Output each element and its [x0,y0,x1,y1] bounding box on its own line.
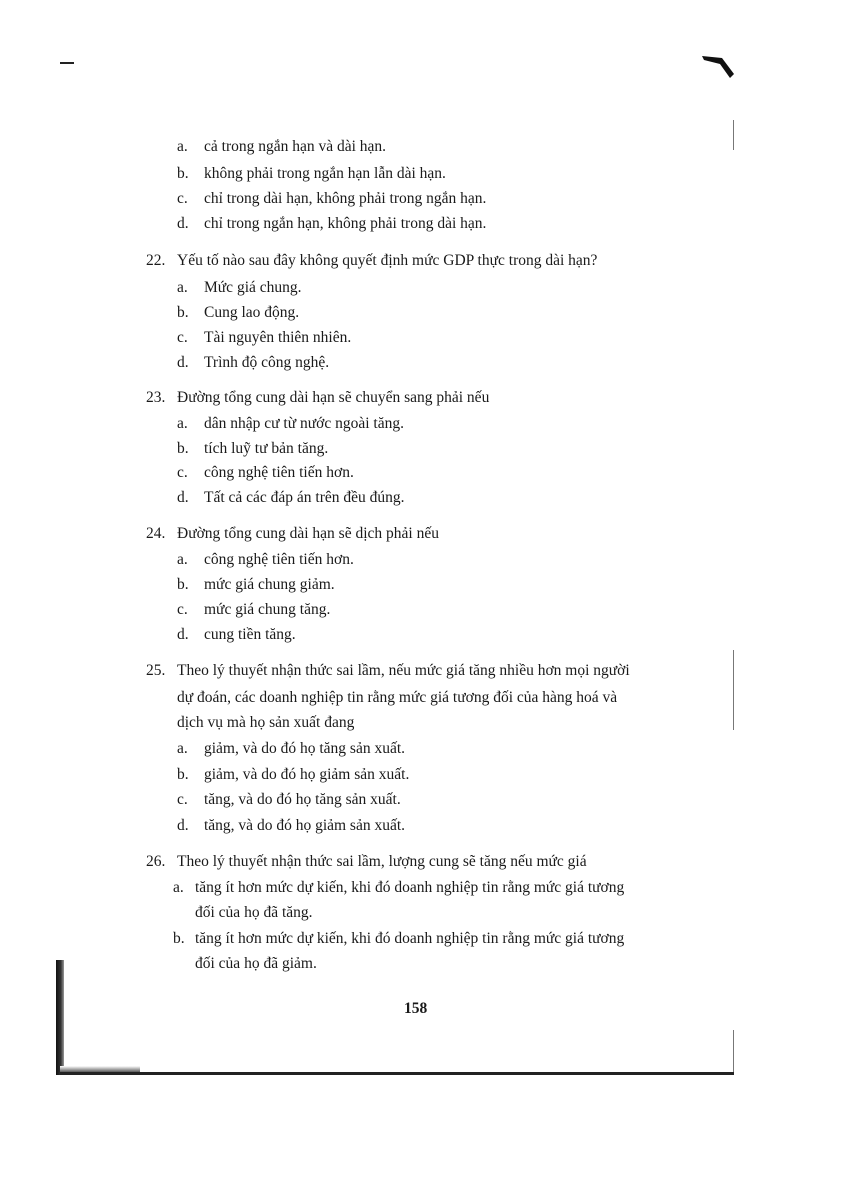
option-letter: d. [177,215,189,232]
option-letter: d. [177,354,189,371]
option-text: mức giá chung tăng. [204,601,331,618]
question-number: 26. [146,853,166,870]
option-text: công nghệ tiên tiến hơn. [204,551,354,568]
question-number: 22. [146,252,166,269]
option-text: tích luỹ tư bản tăng. [204,440,329,457]
option-text: giảm, và do đó họ tăng sản xuất. [204,740,406,757]
option-text: giảm, và do đó họ giảm sản xuất. [204,766,410,783]
page-number: 158 [404,1000,428,1017]
option-text: Trình độ công nghệ. [204,354,330,371]
option-letter: b. [177,576,189,593]
option-letter: b. [177,766,189,783]
option-text: tăng, và do đó họ tăng sản xuất. [204,791,401,808]
option-letter: d. [177,817,189,834]
option-letter: a. [173,879,184,896]
option-text: công nghệ tiên tiến hơn. [204,464,354,481]
option-text: dân nhập cư từ nước ngoài tăng. [204,415,404,432]
option-text: Tài nguyên thiên nhiên. [204,329,352,346]
option-letter: c. [177,601,188,618]
option-letter: a. [177,279,188,296]
option-text: chỉ trong dài hạn, không phải trong ngắn hạn. [204,190,487,207]
question-text: Theo lý thuyết nhận thức sai lầm, nếu mức giá tăng nhiều hơn mọi người [177,662,630,679]
option-text: Mức giá chung. [204,279,302,296]
option-text: tăng, và do đó họ giảm sản xuất. [204,817,406,834]
option-text: mức giá chung giảm. [204,576,335,593]
option-letter: c. [177,791,188,808]
option-text: Cung lao động. [204,304,300,321]
option-letter: a. [177,138,188,155]
option-text: tăng ít hơn mức dự kiến, khi đó doanh nghiệp tin rằng mức giá tương [195,879,625,896]
question-text: Đường tổng cung dài hạn sẽ dịch phải nếu [177,525,439,542]
option-letter: b. [177,440,189,457]
option-letter: c. [177,329,188,346]
option-letter: c. [177,190,188,207]
option-letter: b. [173,930,185,947]
option-text: cả trong ngắn hạn và dài hạn. [204,138,387,155]
option-text: chỉ trong ngắn hạn, không phải trong dài hạn. [204,215,487,232]
option-text: đối của họ đã tăng. [195,904,313,921]
option-letter: a. [177,415,188,432]
option-letter: a. [177,551,188,568]
option-text: tăng ít hơn mức dự kiến, khi đó doanh nghiệp tin rằng mức giá tương [195,930,625,947]
option-letter: b. [177,165,189,182]
question-number: 23. [146,389,166,406]
question-number: 25. [146,662,166,679]
option-letter: b. [177,304,189,321]
option-text: đối của họ đã giảm. [195,955,317,972]
question-number: 24. [146,525,166,542]
option-letter: d. [177,626,189,643]
question-text: dịch vụ mà họ sản xuất đang [177,714,355,731]
option-text: không phải trong ngắn hạn lẫn dài hạn. [204,165,446,182]
option-letter: a. [177,740,188,757]
question-text: Đường tổng cung dài hạn sẽ chuyển sang phải nếu [177,389,490,406]
question-text: Theo lý thuyết nhận thức sai lầm, lượng cung sẽ tăng nếu mức giá [177,853,587,870]
option-text: Tất cả các đáp án trên đều đúng. [204,489,405,506]
question-text: dự đoán, các doanh nghiệp tin rằng mức giá tương đối của hàng hoá và [177,689,618,706]
question-text: Yếu tố nào sau đây không quyết định mức GDP thực trong dài hạn? [177,252,598,269]
option-letter: d. [177,489,189,506]
option-text: cung tiền tăng. [204,626,296,643]
option-letter: c. [177,464,188,481]
